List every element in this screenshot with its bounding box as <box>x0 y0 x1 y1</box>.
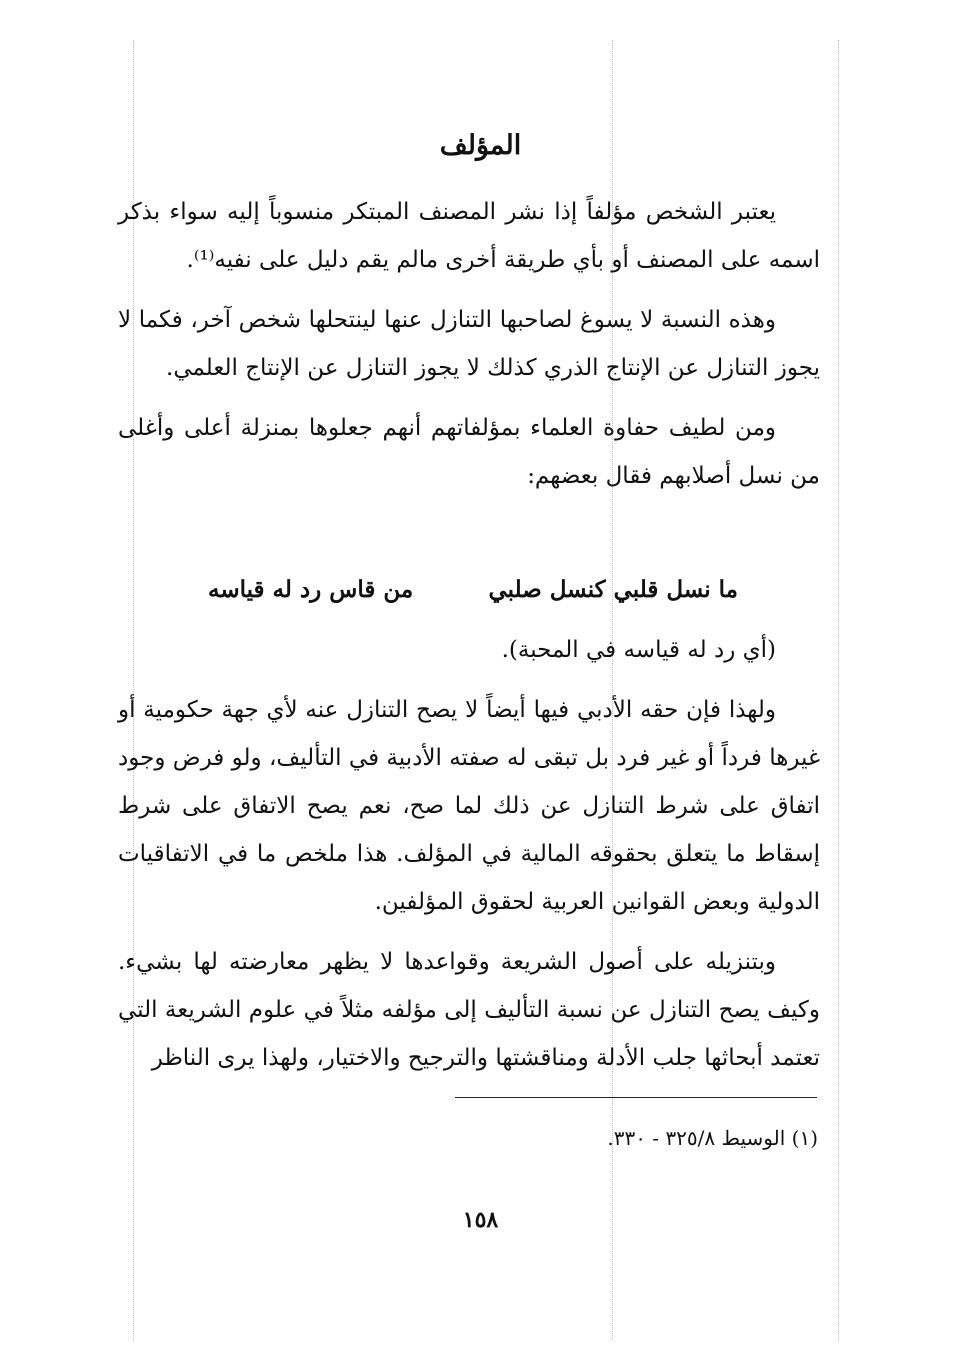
text-block-lower <box>118 626 820 1082</box>
page-title: المؤلف <box>439 130 522 161</box>
footnote-separator <box>455 1097 817 1098</box>
paragraph-sharia: وبتنزيله على أصول الشريعة وقواعدها لا يظهر معارضته لها بشيء. وكيف يصح التنازل عن نسبة التأليف إلى مؤلفه مثلاً في علوم الشريعة التي تعتمد أبحاثها جلب الأدلة ومناقشتها والترجيح والاختيار، ولهذا يرى الناظر <box>118 949 820 1071</box>
text-block-upper <box>118 188 820 500</box>
page-number: ١٥٨ <box>462 1207 499 1233</box>
scan-margin-line <box>838 40 839 1340</box>
paragraph-authorship-definition: يعتبر الشخص مؤلفاً إذا نشر المصنف المبتكر منسوباً إليه سواء بذكر اسمه على المصنف أو بأي طريقة أخرى مالم يقم دليل على نفيه⁽¹⁾. <box>118 199 820 273</box>
paragraph-moral-right: ولهذا فإن حقه الأدبي فيها أيضاً لا يصح التنازل عنه لأي جهة حكومية أو غيرها فرداً أو غير فرد بل تبقى له صفته الأدبية في التأليف، ولو فرض وجود اتفاق على شرط التنازل عن ذلك لما صح، نعم يصح الاتفاق على شرط إسقاط ما يتعلق بحقوقه المالية في المؤلف. هذا ملخص ما في الاتفاقيات الدولية وبعض القوانين العربية لحقوق المؤلفين. <box>118 697 820 915</box>
footnote: (١) الوسيط ٣٢٥/٨ - ٣٣٠. <box>607 1126 818 1150</box>
verse-second-hemistich: من قاس رد له قياسه <box>208 576 414 603</box>
paragraph-scholars: ومن لطيف حفاوة العلماء بمؤلفاتهم أنهم جعلوها بمنزلة أعلى وأغلى من نسل أصلابهم فقال بعضهم: <box>118 415 820 489</box>
verse-explanation: (أي رد له قياسه في المحبة). <box>501 637 776 663</box>
poem-verse <box>118 566 820 614</box>
paragraph-attribution: وهذه النسبة لا يسوغ لصاحبها التنازل عنها لينتحلها شخص آخر، فكما لا يجوز التنازل عن الإنتاج الذري كذلك لا يجوز التنازل عن الإنتاج العلمي. <box>118 307 820 381</box>
verse-first-hemistich: ما نسل قلبي كنسل صلبي <box>488 576 738 603</box>
